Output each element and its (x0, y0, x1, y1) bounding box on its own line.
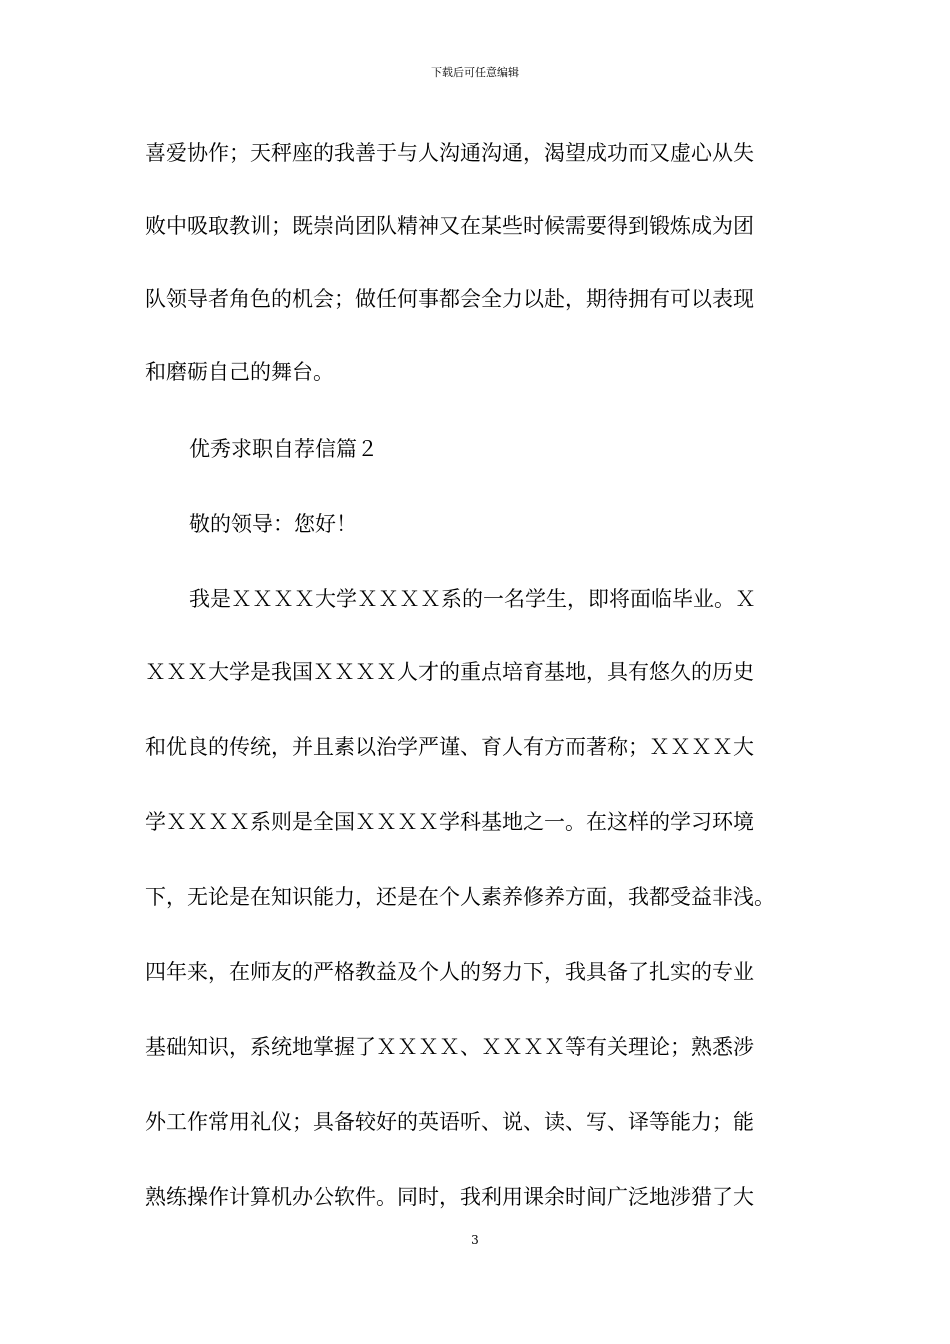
paragraph-line: 和优良的传统，并且素以治学严谨、育人有方而著称；ＸＸＸＸ大 (145, 735, 754, 759)
page-number: 3 (471, 1233, 479, 1247)
paragraph-line: 熟练操作计算机办公软件。同时，我利用课余时间广泛地涉猎了大 (145, 1185, 754, 1209)
paragraph-line: 外工作常用礼仪；具备较好的英语听、说、读、写、译等能力；能 (145, 1110, 754, 1134)
paragraph-line: 基础知识，系统地掌握了ＸＸＸＸ、ＸＸＸＸ等有关理论；熟悉涉 (145, 1035, 754, 1059)
paragraph-line: 下，无论是在知识能力，还是在个人素养修养方面，我都受益非浅。 (145, 885, 775, 909)
page-header: 下载后可任意编辑 (431, 66, 519, 79)
salutation: 敬的领导：您好！ (189, 512, 357, 536)
paragraph-line: 败中吸取教训；既崇尚团队精神又在某些时候需要得到锻炼成为团 (145, 214, 754, 238)
section-heading: 优秀求职自荐信篇２ (189, 437, 378, 461)
paragraph-line: 四年来，在师友的严格教益及个人的努力下，我具备了扎实的专业 (145, 960, 754, 984)
paragraph-line: 队领导者角色的机会；做任何事都会全力以赴，期待拥有可以表现 (145, 287, 754, 311)
paragraph-line: 学ＸＸＸＸ系则是全国ＸＸＸＸ学科基地之一。在这样的学习环境 (145, 810, 754, 834)
paragraph-line: 我是ＸＸＸＸ大学ＸＸＸＸ系的一名学生，即将面临毕业。Ｘ (189, 587, 756, 611)
paragraph-line: ＸＸＸ大学是我国ＸＸＸＸ人才的重点培育基地，具有悠久的历史 (145, 660, 754, 684)
paragraph-line: 和磨砺自己的舞台。 (145, 360, 334, 384)
paragraph-line: 喜爱协作；天秤座的我善于与人沟通沟通，渴望成功而又虚心从失 (145, 141, 754, 165)
